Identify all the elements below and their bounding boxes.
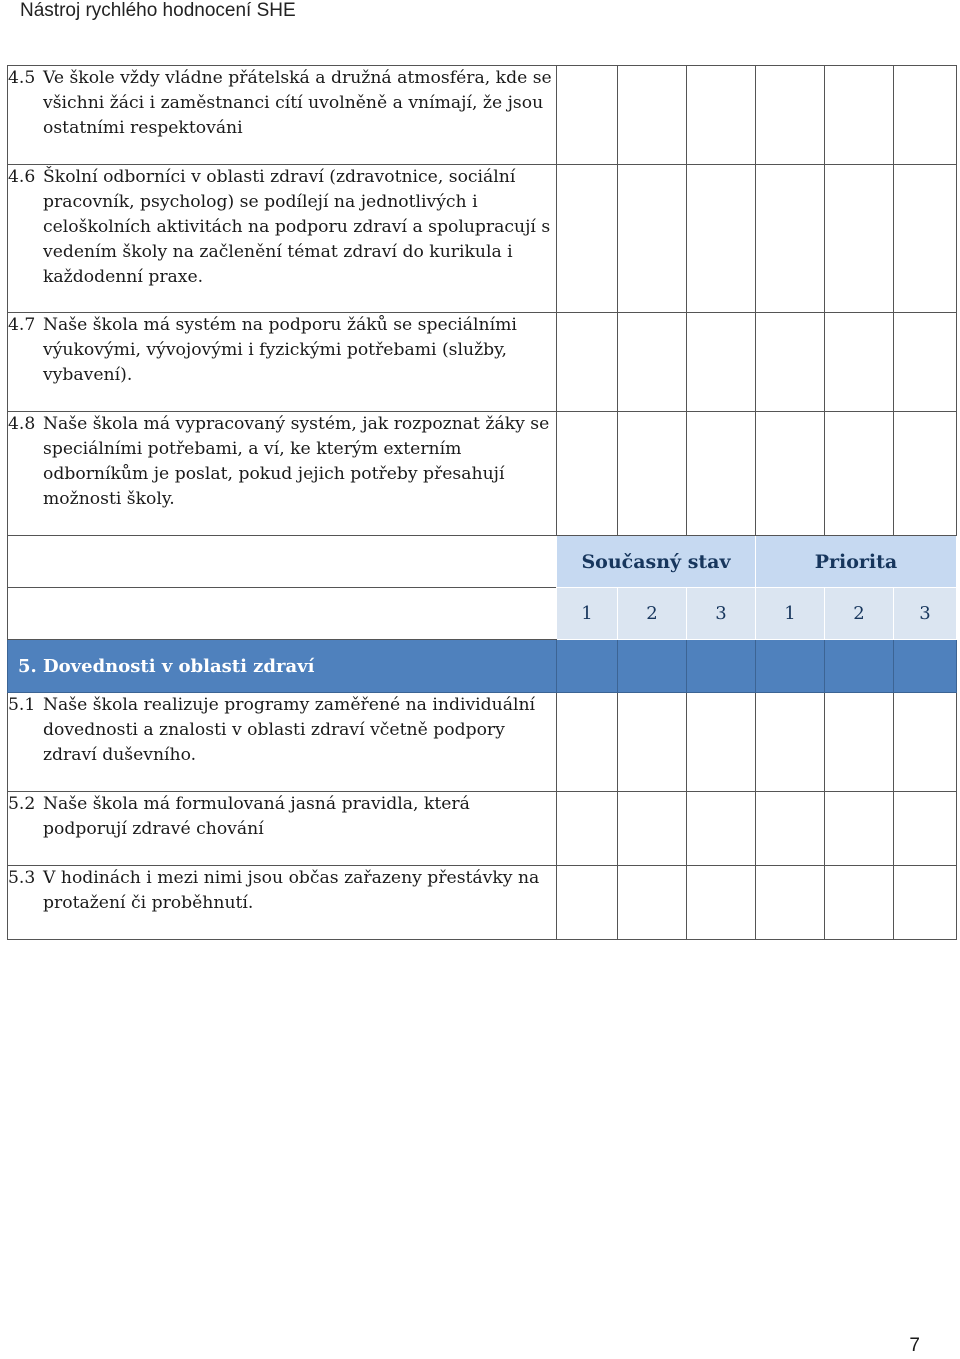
rating-cell-current-1[interactable]	[557, 866, 618, 940]
scale-blank-cell	[8, 588, 557, 640]
scale-label: 1	[557, 588, 618, 640]
rating-cell-priority-2[interactable]	[825, 792, 894, 866]
rating-cell-priority-1[interactable]	[756, 693, 825, 792]
question-cell	[8, 693, 557, 792]
priority-header: Priorita	[756, 536, 957, 588]
page-header-title: Nástroj rychlého hodnocení SHE	[20, 0, 296, 21]
rating-cell-priority-2[interactable]	[825, 313, 894, 412]
section-header-cell	[825, 640, 894, 693]
rating-cell-current-3[interactable]	[687, 313, 756, 412]
question-row	[8, 866, 957, 940]
rating-cell-priority-1[interactable]	[756, 412, 825, 536]
rating-cell-priority-2[interactable]	[825, 693, 894, 792]
rating-cell-priority-3[interactable]	[894, 412, 957, 536]
rating-cell-current-2[interactable]	[618, 412, 687, 536]
question-text: Školní odborníci v oblasti zdraví (zdravotnice, sociální pracovník, psycholog) se podílejí na jednotlivých i celoškolních aktivitách na podporu zdraví a spolupracují s vedením školy na začlenění témat zdraví do kurikula i každodenní praxe.	[43, 167, 551, 287]
rating-cell-current-3[interactable]	[687, 866, 756, 940]
rating-cell-current-1[interactable]	[557, 165, 618, 313]
question-cell	[8, 412, 557, 536]
rating-cell-current-3[interactable]	[687, 412, 756, 536]
question-text: Ve škole vždy vládne přátelská a družná atmosféra, kde se všichni žáci i zaměstnanci cítí uvolněně a vnímají, že jsou ostatními respektováni	[43, 68, 552, 138]
question-cell	[8, 792, 557, 866]
question-text: Naše škola má systém na podporu žáků se speciálními výukovými, vývojovými i fyzickými potřebami (služby, vybavení).	[43, 315, 517, 385]
scale-label: 2	[825, 588, 894, 640]
rating-cell-current-2[interactable]	[618, 313, 687, 412]
scale-label: 3	[894, 588, 957, 640]
rating-cell-priority-1[interactable]	[756, 313, 825, 412]
section-header-cell	[557, 640, 618, 693]
current-state-header: Současný stav	[557, 536, 756, 588]
rating-cell-current-2[interactable]	[618, 792, 687, 866]
question-cell	[8, 866, 557, 940]
question-row	[8, 412, 957, 536]
question-row	[8, 165, 957, 313]
rating-cell-priority-1[interactable]	[756, 165, 825, 313]
rating-cell-priority-3[interactable]	[894, 792, 957, 866]
rating-cell-current-3[interactable]	[687, 693, 756, 792]
rating-cell-current-2[interactable]	[618, 866, 687, 940]
rating-cell-priority-3[interactable]	[894, 165, 957, 313]
question-number: 5.3	[8, 868, 36, 888]
rating-cell-current-1[interactable]	[557, 313, 618, 412]
rating-cell-current-1[interactable]	[557, 66, 618, 165]
section-header-cell	[687, 640, 756, 693]
question-number: 4.7	[8, 315, 36, 335]
question-number: 4.5	[8, 68, 36, 88]
rating-header-row	[8, 536, 957, 588]
question-number: 5.1	[8, 695, 36, 715]
rating-cell-current-2[interactable]	[618, 693, 687, 792]
header-blank-cell	[8, 536, 557, 588]
section-header-cell	[894, 640, 957, 693]
question-cell	[8, 66, 557, 165]
rating-cell-current-1[interactable]	[557, 693, 618, 792]
scale-label: 2	[618, 588, 687, 640]
question-row	[8, 693, 957, 792]
section-header-cell	[618, 640, 687, 693]
question-text: V hodinách i mezi nimi jsou občas zařazeny přestávky na protažení či proběhnutí.	[43, 868, 540, 913]
rating-cell-priority-1[interactable]	[756, 866, 825, 940]
rating-scale-row	[8, 588, 957, 640]
question-cell	[8, 313, 557, 412]
scale-label: 3	[687, 588, 756, 640]
rating-cell-current-3[interactable]	[687, 165, 756, 313]
question-text: Naše škola má formulovaná jasná pravidla, která podporují zdravé chování	[43, 794, 470, 839]
question-cell	[8, 165, 557, 313]
rating-cell-priority-3[interactable]	[894, 66, 957, 165]
rating-cell-priority-2[interactable]	[825, 412, 894, 536]
assessment-table	[7, 65, 957, 940]
question-number: 4.6	[8, 167, 36, 187]
question-row	[8, 66, 957, 165]
question-text: Naše škola má vypracovaný systém, jak rozpoznat žáky se speciálními potřebami, a ví, ke kterým externím odborníkům je poslat, pokud jejich potřeby přesahují možnosti školy.	[43, 414, 550, 509]
rating-cell-priority-2[interactable]	[825, 165, 894, 313]
question-number: 5.2	[8, 794, 36, 814]
rating-cell-current-1[interactable]	[557, 412, 618, 536]
section-header-row	[8, 640, 957, 693]
rating-cell-priority-3[interactable]	[894, 313, 957, 412]
rating-cell-priority-1[interactable]	[756, 66, 825, 165]
section-header-cell	[756, 640, 825, 693]
question-row	[8, 792, 957, 866]
rating-cell-priority-2[interactable]	[825, 66, 894, 165]
page-number: 7	[909, 1335, 920, 1356]
question-text: Naše škola realizuje programy zaměřené na individuální dovednosti a znalosti v oblasti zdraví včetně podpory zdraví duševního.	[43, 695, 536, 765]
rating-cell-priority-1[interactable]	[756, 792, 825, 866]
rating-cell-current-2[interactable]	[618, 66, 687, 165]
section-title: 5. Dovednosti v oblasti zdraví	[8, 640, 557, 693]
rating-cell-current-3[interactable]	[687, 66, 756, 165]
rating-cell-priority-3[interactable]	[894, 693, 957, 792]
rating-cell-current-1[interactable]	[557, 792, 618, 866]
rating-cell-priority-2[interactable]	[825, 866, 894, 940]
rating-cell-current-2[interactable]	[618, 165, 687, 313]
question-row	[8, 313, 957, 412]
rating-cell-priority-3[interactable]	[894, 866, 957, 940]
rating-cell-current-3[interactable]	[687, 792, 756, 866]
scale-label: 1	[756, 588, 825, 640]
question-number: 4.8	[8, 414, 36, 434]
